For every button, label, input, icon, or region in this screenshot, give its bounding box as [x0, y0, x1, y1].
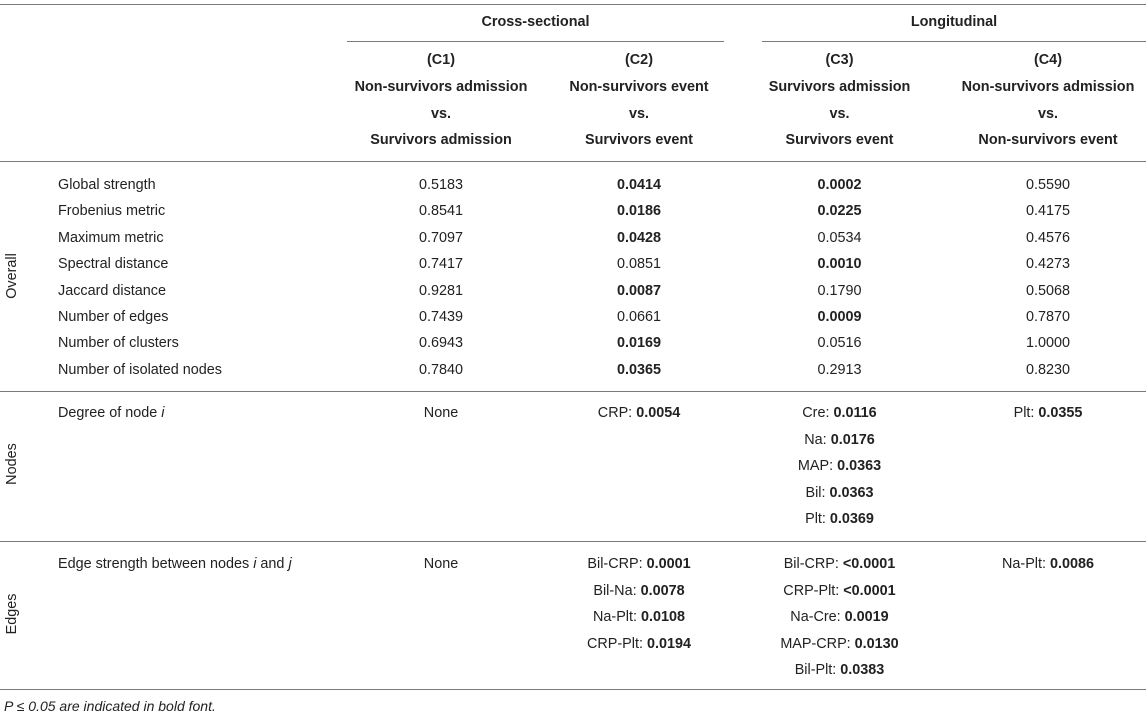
overall-cell-c4: 1.0000	[1025, 335, 1070, 351]
list-item	[762, 609, 917, 625]
item-value: 0.0054	[636, 405, 681, 421]
overall-cell-c1: 0.7439	[418, 309, 463, 325]
item-key: Plt:	[1013, 405, 1039, 421]
column-line-2: vs.	[430, 106, 451, 122]
item-key: MAP:	[797, 458, 838, 474]
list-item	[762, 662, 917, 678]
overall-row-label: Number of clusters	[58, 335, 179, 351]
overall-cell-c1: 0.8541	[418, 203, 463, 219]
list-item	[762, 405, 917, 421]
item-key: Plt:	[805, 511, 830, 527]
overall-cell-c4: 0.7870	[1025, 309, 1070, 325]
item-value: 0.0194	[646, 636, 691, 652]
item-key: Bil-Na:	[593, 583, 641, 599]
column-id: (C3)	[825, 52, 854, 68]
column-line-1: Non-survivors event	[569, 79, 709, 95]
item-key: Na-Plt:	[1002, 556, 1050, 572]
list-item	[762, 556, 917, 572]
item-value: 0.0019	[844, 609, 889, 625]
column-line-1: Non-survivors admission	[354, 79, 528, 95]
overall-cell-c3: 0.0010	[817, 256, 862, 272]
item-key: CRP-Plt:	[783, 583, 844, 599]
list-item	[952, 556, 1144, 572]
list-item	[567, 556, 711, 572]
item-key: Bil-CRP:	[587, 556, 647, 572]
overall-cell-c2: 0.0414	[616, 177, 661, 193]
overall-cell-c4: 0.4576	[1025, 230, 1070, 246]
column-line-3: Survivors admission	[370, 132, 512, 148]
overall-cell-c2: 0.0661	[616, 309, 661, 325]
overall-cell-c3: 0.0002	[817, 177, 862, 193]
column-line-3: Non-survivors event	[978, 132, 1118, 148]
item-value: <0.0001	[842, 556, 896, 572]
overall-cell-c4: 0.5068	[1025, 283, 1070, 299]
overall-cell-c1: 0.5183	[418, 177, 463, 193]
overall-row-label: Number of isolated nodes	[58, 362, 222, 378]
list-item	[762, 485, 917, 501]
item-value: 0.0369	[829, 511, 874, 527]
group-header-longitudinal: Longitudinal	[910, 14, 998, 30]
overall-cell-c3: 0.2913	[817, 362, 862, 378]
column-line-2: vs.	[628, 106, 649, 122]
list-item	[952, 405, 1144, 421]
nodes-c1-value: None	[423, 405, 459, 421]
list-item	[762, 583, 917, 599]
overall-cell-c3: 0.0516	[817, 335, 862, 351]
overall-cell-c1: 0.7840	[418, 362, 463, 378]
overall-row-label: Frobenius metric	[58, 203, 166, 219]
item-value: 0.0176	[830, 432, 875, 448]
label-var-j: j	[288, 556, 292, 572]
longitudinal-underline	[762, 41, 1146, 42]
overall-cell-c4: 0.8230	[1025, 362, 1070, 378]
overall-row-label: Spectral distance	[58, 256, 169, 272]
column-line-3: Survivors event	[585, 132, 693, 148]
edges-c1-value: None	[423, 556, 459, 572]
item-value: 0.0001	[646, 556, 691, 572]
list-item	[567, 405, 711, 421]
item-value: 0.0363	[829, 485, 874, 501]
overall-cell-c4: 0.4273	[1025, 256, 1070, 272]
overall-row-label: Jaccard distance	[58, 283, 166, 299]
column-line-3: Survivors event	[785, 132, 894, 148]
column-line-2: vs.	[829, 106, 850, 122]
overall-cell-c2: 0.0365	[616, 362, 661, 378]
nodes-row-label	[58, 405, 164, 421]
item-key: MAP-CRP:	[780, 636, 855, 652]
overall-cell-c2: 0.0851	[616, 256, 661, 272]
section-label-edges: Edges	[4, 593, 20, 635]
header-bottom-rule	[0, 161, 1146, 162]
cross-sectional-underline	[347, 41, 724, 42]
overall-cell-c2: 0.0186	[616, 203, 661, 219]
list-item	[762, 636, 917, 652]
column-id: (C4)	[1034, 52, 1062, 68]
overall-bottom-rule	[0, 391, 1146, 392]
item-value: 0.0355	[1038, 405, 1083, 421]
overall-cell-c4: 0.4175	[1025, 203, 1070, 219]
item-key: Cre:	[802, 405, 834, 421]
item-key: Na-Plt:	[593, 609, 641, 625]
section-label-nodes: Nodes	[4, 443, 20, 485]
item-value: 0.0078	[640, 583, 685, 599]
footnote: P ≤ 0.05 are indicated in bold font.	[4, 698, 216, 714]
overall-row-label: Maximum metric	[58, 230, 164, 246]
list-item	[567, 583, 711, 599]
nodes-bottom-rule	[0, 541, 1146, 542]
edges-row-label	[58, 556, 292, 572]
overall-row-label: Global strength	[58, 177, 156, 193]
list-item	[567, 636, 711, 652]
item-key: CRP:	[597, 405, 637, 421]
column-id: (C2)	[625, 52, 653, 68]
item-key: CRP-Plt:	[587, 636, 647, 652]
item-key: Bil-Plt:	[794, 662, 841, 678]
item-value: 0.0086	[1049, 556, 1094, 572]
item-value: <0.0001	[843, 583, 896, 599]
group-header-cross-sectional: Cross-sectional	[481, 14, 590, 30]
overall-cell-c1: 0.6943	[418, 335, 463, 351]
table-top-rule	[0, 4, 1146, 5]
table-bottom-rule	[0, 689, 1146, 690]
list-item	[762, 458, 917, 474]
overall-cell-c1: 0.7097	[418, 230, 463, 246]
overall-cell-c3: 0.1790	[817, 283, 862, 299]
column-line-1: Non-survivors admission	[961, 79, 1135, 95]
overall-cell-c2: 0.0169	[616, 335, 661, 351]
overall-cell-c1: 0.7417	[418, 256, 463, 272]
item-value: 0.0363	[837, 458, 882, 474]
overall-cell-c4: 0.5590	[1025, 177, 1070, 193]
item-value: 0.0116	[833, 405, 877, 421]
label-var-i: i	[253, 556, 257, 572]
section-label-overall: Overall	[4, 253, 20, 299]
overall-cell-c2: 0.0428	[616, 230, 661, 246]
item-key: Na-Cre:	[790, 609, 845, 625]
label-text: Degree of node	[58, 405, 162, 421]
label-and: and	[256, 556, 289, 572]
item-value: 0.0108	[640, 609, 685, 625]
item-value: 0.0130	[854, 636, 899, 652]
list-item	[762, 511, 917, 527]
label-var-i: i	[161, 405, 165, 421]
column-line-1: Survivors admission	[768, 79, 911, 95]
item-key: Bil:	[805, 485, 830, 501]
overall-row-label: Number of edges	[58, 309, 169, 325]
column-id: (C1)	[427, 52, 455, 68]
overall-cell-c2: 0.0087	[616, 283, 661, 299]
item-value: 0.0383	[840, 662, 885, 678]
item-key: Bil-CRP:	[783, 556, 843, 572]
label-text: Edge strength between nodes	[58, 556, 254, 572]
overall-cell-c1: 0.9281	[418, 283, 463, 299]
overall-cell-c3: 0.0225	[817, 203, 862, 219]
overall-cell-c3: 0.0534	[817, 230, 862, 246]
overall-cell-c3: 0.0009	[817, 309, 862, 325]
list-item	[567, 609, 711, 625]
item-key: Na:	[804, 432, 831, 448]
column-line-2: vs.	[1037, 106, 1058, 122]
list-item	[762, 432, 917, 448]
